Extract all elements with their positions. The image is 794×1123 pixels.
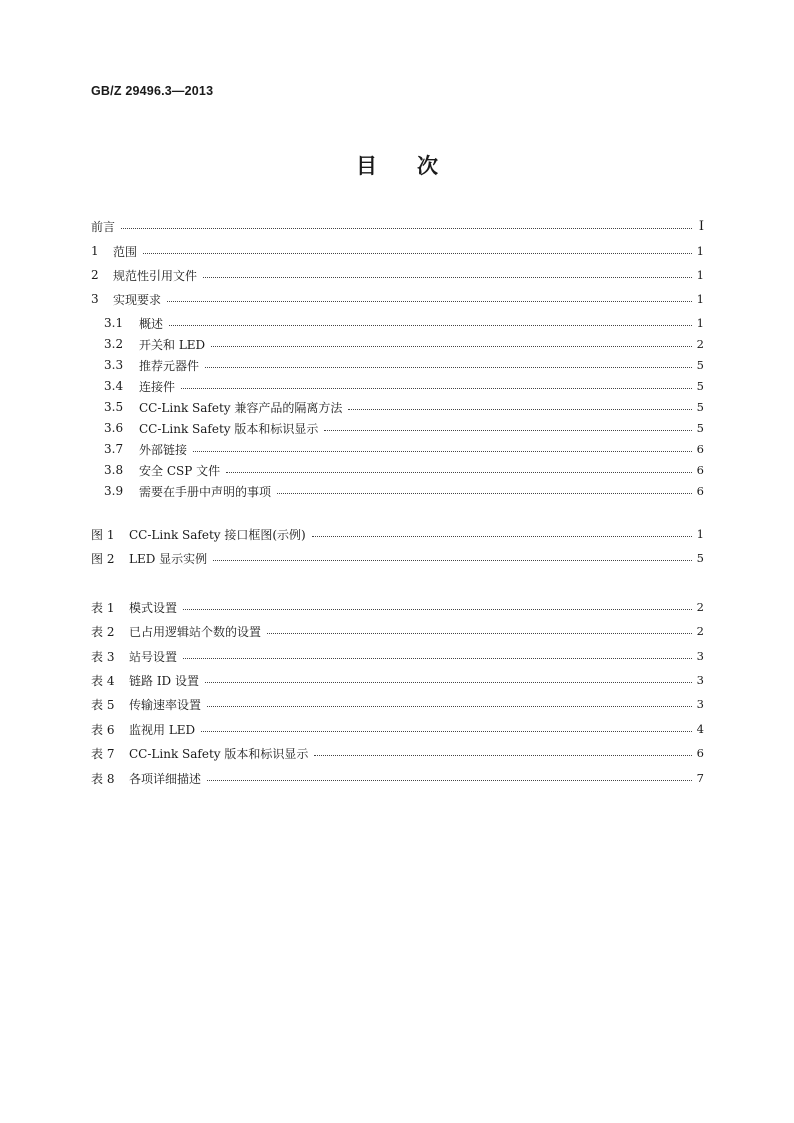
toc-entry-page: 6 bbox=[696, 746, 704, 760]
toc-entry-number: 表 8 bbox=[91, 771, 115, 786]
toc-entry-table-1[interactable] bbox=[91, 597, 704, 617]
toc-entry-number: 表 3 bbox=[91, 649, 115, 664]
toc-leader-dots bbox=[348, 408, 692, 410]
toc-entry-label: 范围 bbox=[113, 244, 138, 259]
toc-entry-table-4[interactable] bbox=[91, 670, 704, 690]
toc-entry-page: 6 bbox=[696, 442, 704, 456]
toc-entry-foreword[interactable] bbox=[91, 216, 704, 236]
toc-entry-page: 1 bbox=[696, 316, 704, 330]
toc-entry-page: 3 bbox=[696, 673, 704, 687]
title-char-left: 目 bbox=[356, 153, 377, 178]
title-char-right: 次 bbox=[417, 153, 438, 178]
toc-entry-number: 表 7 bbox=[91, 746, 115, 761]
toc-entry-3-7[interactable] bbox=[91, 439, 704, 459]
toc-entry-page: 6 bbox=[696, 484, 704, 498]
toc-entry-figure-1[interactable] bbox=[91, 524, 704, 544]
toc-entry-page: 1 bbox=[696, 244, 704, 258]
toc-leader-dots bbox=[143, 252, 692, 254]
toc-entry-page: 3 bbox=[696, 649, 704, 663]
toc-entry-page: 4 bbox=[696, 722, 704, 736]
toc-leader-dots bbox=[205, 681, 692, 683]
toc-entry-label: 模式设置 bbox=[129, 600, 178, 615]
toc-entry-number: 表 5 bbox=[91, 697, 115, 712]
toc-entry-page: 5 bbox=[696, 421, 704, 435]
toc-leader-dots bbox=[201, 730, 692, 732]
toc-entry-table-7[interactable] bbox=[91, 743, 704, 763]
toc-entry-label: 安全 CSP 文件 bbox=[139, 463, 221, 478]
toc-entry-label: 推荐元器件 bbox=[139, 358, 200, 373]
toc-entry-number: 图 1 bbox=[91, 527, 115, 542]
toc-leader-dots bbox=[183, 657, 692, 659]
toc-entry-3[interactable] bbox=[91, 289, 704, 309]
toc-entry-label: 链路 ID 设置 bbox=[129, 673, 199, 688]
toc-entry-page: 2 bbox=[696, 624, 704, 638]
toc-entry-page: 5 bbox=[696, 358, 704, 372]
standard-code: GB/Z 29496.3—2013 bbox=[91, 84, 214, 98]
toc-leader-dots bbox=[193, 450, 692, 452]
toc-entry-number: 1 bbox=[91, 244, 99, 258]
toc-entry-number: 图 2 bbox=[91, 551, 115, 566]
toc-leader-dots bbox=[203, 276, 692, 278]
toc-leader-dots bbox=[167, 300, 692, 302]
toc-leader-dots bbox=[213, 559, 692, 561]
toc-entry-number: 3.5 bbox=[104, 400, 124, 414]
toc-entry-number: 2 bbox=[91, 268, 99, 282]
toc-entry-number: 表 1 bbox=[91, 600, 115, 615]
toc-entry-figure-2[interactable] bbox=[91, 548, 704, 568]
toc-entry-page: 2 bbox=[696, 600, 704, 614]
toc-entry-label: 连接件 bbox=[139, 379, 176, 394]
toc-entry-number: 3.4 bbox=[104, 379, 124, 393]
toc-entry-3-3[interactable] bbox=[91, 355, 704, 375]
toc-leader-dots bbox=[121, 227, 692, 229]
toc-leader-dots bbox=[312, 535, 692, 537]
toc-entry-label: 监视用 LED bbox=[129, 722, 196, 737]
toc-entry-page: I bbox=[698, 218, 704, 234]
toc-leader-dots bbox=[183, 608, 692, 610]
toc-entry-number: 3.1 bbox=[104, 316, 124, 330]
toc-entry-page: 7 bbox=[696, 771, 704, 785]
toc-leader-dots bbox=[181, 387, 692, 389]
toc-entry-label: 实现要求 bbox=[113, 292, 162, 307]
toc-entry-page: 3 bbox=[696, 697, 704, 711]
toc-entry-label: CC-Link Safety 兼容产品的隔离方法 bbox=[139, 400, 343, 415]
toc-entry-label: 站号设置 bbox=[129, 649, 178, 664]
toc-entry-label: 传输速率设置 bbox=[129, 697, 202, 712]
toc-leader-dots bbox=[267, 632, 692, 634]
toc-entry-3-2[interactable] bbox=[91, 334, 704, 354]
toc-entry-label: 前言 bbox=[91, 219, 116, 234]
toc-entry-page: 6 bbox=[696, 463, 704, 477]
toc-entry-number: 表 2 bbox=[91, 624, 115, 639]
page-title bbox=[0, 150, 794, 180]
toc-leader-dots bbox=[277, 492, 692, 494]
toc-entry-page: 5 bbox=[696, 551, 704, 565]
toc-entry-number: 3 bbox=[91, 292, 99, 306]
toc-entry-label: 外部链接 bbox=[139, 442, 188, 457]
toc-entry-2[interactable] bbox=[91, 265, 704, 285]
toc-entry-number: 3.8 bbox=[104, 463, 124, 477]
toc-entry-number: 3.6 bbox=[104, 421, 124, 435]
toc-entry-page: 5 bbox=[696, 379, 704, 393]
toc-entry-label: 开关和 LED bbox=[139, 337, 206, 352]
toc-entry-label: 需要在手册中声明的事项 bbox=[139, 484, 272, 499]
toc-entry-3-9[interactable] bbox=[91, 481, 704, 501]
toc-entry-3-1[interactable] bbox=[91, 313, 704, 333]
toc-entry-number: 表 6 bbox=[91, 722, 115, 737]
toc-entry-label: CC-Link Safety 版本和标识显示 bbox=[139, 421, 319, 436]
toc-entry-page: 1 bbox=[696, 527, 704, 541]
toc-entry-number: 3.7 bbox=[104, 442, 124, 456]
toc-entry-label: 规范性引用文件 bbox=[113, 268, 198, 283]
toc-entry-3-4[interactable] bbox=[91, 376, 704, 396]
toc-entry-label: CC-Link Safety 接口框图(示例) bbox=[129, 527, 306, 542]
toc-entry-page: 5 bbox=[696, 400, 704, 414]
toc-entry-number: 3.2 bbox=[104, 337, 124, 351]
toc-entry-label: 各项详细描述 bbox=[129, 771, 202, 786]
toc-entry-number: 3.9 bbox=[104, 484, 124, 498]
toc-leader-dots bbox=[207, 705, 692, 707]
toc-entry-label: LED 显示实例 bbox=[129, 551, 208, 566]
toc-entry-table-6[interactable] bbox=[91, 719, 704, 739]
toc-entry-label: CC-Link Safety 版本和标识显示 bbox=[129, 746, 309, 761]
toc-leader-dots bbox=[324, 429, 692, 431]
toc-entry-table-3[interactable] bbox=[91, 646, 704, 666]
toc-entry-3-8[interactable] bbox=[91, 460, 704, 480]
toc-entry-page: 1 bbox=[696, 268, 704, 282]
toc-leader-dots bbox=[211, 345, 692, 347]
toc-entry-number: 3.3 bbox=[104, 358, 124, 372]
toc-entry-table-2[interactable] bbox=[91, 621, 704, 641]
toc-entry-1[interactable] bbox=[91, 241, 704, 261]
toc-entry-number: 表 4 bbox=[91, 673, 115, 688]
toc-entry-3-5[interactable] bbox=[91, 397, 704, 417]
toc-leader-dots bbox=[314, 754, 692, 756]
toc-entry-label: 已占用逻辑站个数的设置 bbox=[129, 624, 262, 639]
toc-entry-label: 概述 bbox=[139, 316, 164, 331]
toc-entry-page: 2 bbox=[696, 337, 704, 351]
toc-leader-dots bbox=[226, 471, 692, 473]
toc-entry-page: 1 bbox=[696, 292, 704, 306]
toc-entry-table-5[interactable] bbox=[91, 694, 704, 714]
toc-entry-3-6[interactable] bbox=[91, 418, 704, 438]
toc-leader-dots bbox=[169, 324, 692, 326]
toc-entry-table-8[interactable] bbox=[91, 768, 704, 788]
toc-leader-dots bbox=[205, 366, 692, 368]
toc-leader-dots bbox=[207, 779, 692, 781]
